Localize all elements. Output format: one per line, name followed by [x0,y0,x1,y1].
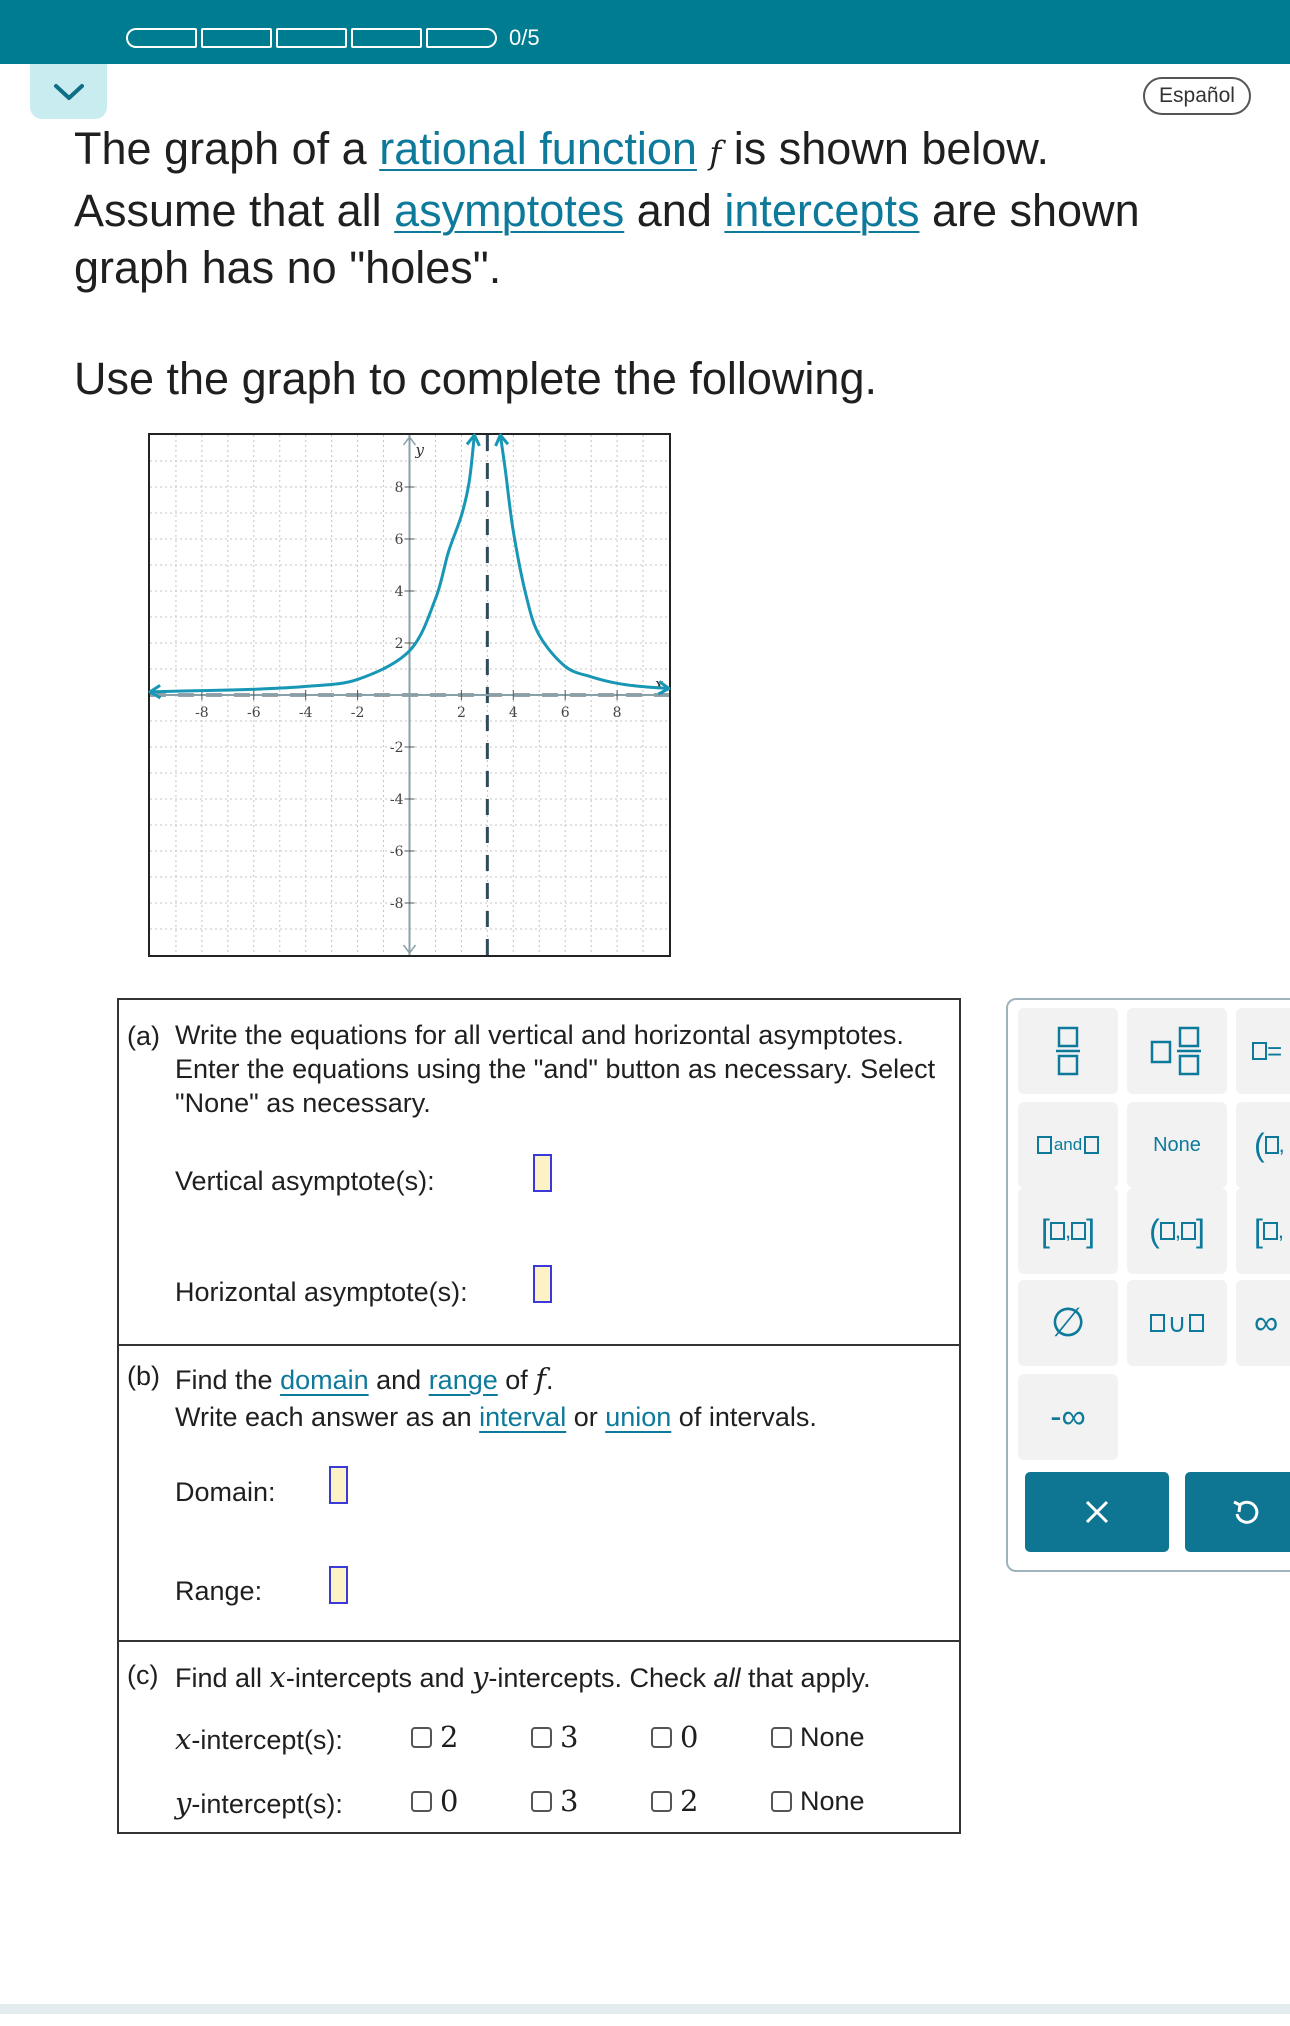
paren-open-icon: ( [1254,1126,1265,1163]
y-tick-label: 4 [394,584,404,600]
y-intercept-label-text: -intercept(s): [191,1789,343,1819]
option-label: None [800,1786,865,1816]
range-label: Range: [175,1576,263,1606]
comma-icon: , [1064,1218,1072,1243]
range-link[interactable]: range [428,1365,498,1395]
half-open-left-interval-key[interactable] [1127,1188,1227,1274]
equals-icon: = [1267,1035,1283,1066]
part-b [119,1344,959,1642]
part-c [119,1640,959,1834]
option-label: None [800,1722,865,1752]
placeholder-icon [1050,1222,1065,1240]
instruction-text: Use the graph to complete the following. [74,353,877,404]
mixed-number-icon [1150,1026,1204,1076]
union-key[interactable] [1127,1280,1227,1366]
option-label: 0 [680,1720,699,1754]
checkbox[interactable] [531,1791,552,1812]
placeholder-icon [1150,1314,1165,1332]
problem-statement [74,120,1290,296]
progress-segment [351,28,422,48]
x-intercept-row [175,1718,955,1758]
rational-function-link[interactable]: rational function [379,123,697,174]
undo-button[interactable] [1185,1472,1290,1552]
mixed-number-key[interactable] [1127,1008,1227,1094]
y-tick-label: -4 [389,792,404,808]
close-icon [1084,1499,1110,1525]
option-label: 2 [680,1784,699,1818]
part-c-text: that apply. [740,1663,871,1693]
part-b-text: of intervals. [671,1402,817,1432]
half-open-right-interval-key[interactable] [1236,1188,1290,1274]
checkbox[interactable] [651,1727,672,1748]
equals-key[interactable] [1236,1008,1290,1094]
clear-button[interactable] [1025,1472,1169,1552]
part-b-text: . [546,1365,554,1395]
open-interval-key[interactable] [1236,1102,1290,1188]
y-variable: y [472,1660,489,1694]
intro-text: are shown [919,185,1140,236]
part-b-line1 [175,1362,945,1397]
math-keypad [1006,998,1290,1572]
part-c-text: -intercepts and [285,1663,473,1693]
interval-link[interactable]: interval [479,1402,567,1432]
paren-open-icon: ( [1149,1212,1160,1249]
x-tick-label: -2 [350,705,365,721]
progress-segment [426,28,497,48]
x-variable: x [269,1660,286,1694]
placeholder-icon [1265,1136,1279,1154]
placeholder-icon [1084,1136,1099,1154]
and-key-label: and [1053,1135,1083,1154]
placeholder-icon [1037,1136,1052,1154]
y-tick-label: -8 [389,896,404,912]
part-a-text: Write the equations for all vertical and horizontal asymptotes. Enter the equations using the "and" button as necessary. Select "None" as necessary. [175,1020,936,1118]
fraction-key[interactable] [1018,1008,1118,1094]
range-input[interactable] [329,1566,348,1604]
part-c-label: (c) [127,1660,159,1690]
comma-icon: , [1277,1218,1285,1243]
part-c-emphasis: all [713,1663,741,1693]
x-tick-label: -4 [298,705,313,721]
checkbox[interactable] [411,1791,432,1812]
bracket-open-icon: [ [1041,1212,1050,1249]
comma-icon: , [1174,1218,1181,1243]
language-button[interactable]: Español [1143,77,1251,115]
checkbox[interactable] [411,1727,432,1748]
intro-text: The graph of a [74,123,380,174]
fraction-icon [1056,1026,1080,1076]
checkbox[interactable] [771,1727,792,1748]
y-tick-label: 2 [394,636,404,652]
x-intercept-option-2[interactable] [411,1720,458,1754]
intro-text: graph has no "holes". [74,242,502,293]
union-icon: ∪ [1167,1307,1187,1338]
y-axis-label: y [415,441,424,459]
intro-text: is shown below. [721,123,1049,174]
placeholder-icon [1189,1314,1204,1332]
intro-text: Assume that all [74,185,395,236]
part-c-text: -intercepts. Check [488,1663,714,1693]
y-tick-label: 6 [394,532,404,548]
bracket-close-icon: ] [1086,1212,1095,1249]
checkbox[interactable] [651,1791,672,1812]
checkbox[interactable] [531,1727,552,1748]
x-variable: x [175,1722,192,1756]
negative-infinity-key[interactable]: -∞ [1018,1374,1118,1460]
x-intercept-option-0[interactable] [651,1720,698,1754]
x-intercept-label [175,1722,343,1756]
domain-label: Domain: [175,1477,276,1507]
option-label: 3 [560,1784,579,1818]
empty-set-key[interactable]: ∅ [1018,1280,1118,1366]
closed-interval-key[interactable] [1018,1188,1118,1274]
option-label: 3 [560,1720,579,1754]
option-label: 2 [440,1720,459,1754]
comma-icon: , [1278,1132,1285,1157]
progress-segment [201,28,272,48]
progress-bar [126,25,540,51]
asymptotes-link[interactable]: asymptotes [394,185,625,236]
intercepts-link[interactable]: intercepts [724,185,920,236]
x-intercept-label-text: -intercept(s): [191,1725,343,1755]
and-key[interactable] [1018,1102,1118,1188]
bottom-divider [0,2004,1290,2014]
checkbox[interactable] [771,1791,792,1812]
function-variable: f [535,1362,547,1396]
x-intercept-option-none[interactable] [771,1722,865,1753]
part-b-text: of [497,1365,536,1395]
undo-icon [1231,1497,1261,1527]
bracket-close-icon: ] [1195,1212,1205,1249]
bracket-open-icon: [ [1254,1212,1263,1249]
horizontal-asymptote-input[interactable] [533,1265,552,1303]
function-variable: f [709,134,722,172]
domain-input[interactable] [329,1466,348,1504]
x-tick-label: 8 [612,705,622,721]
part-b-text: and [368,1365,429,1395]
placeholder-icon [1181,1222,1196,1240]
question-box [117,998,961,1834]
none-key[interactable]: None [1127,1102,1227,1188]
x-tick-label: -6 [246,705,261,721]
intro-text: and [624,185,725,236]
x-tick-label: 6 [560,705,570,721]
x-intercept-option-3[interactable] [531,1720,578,1754]
collapse-button[interactable] [30,64,107,119]
progress-label: 0/5 [509,25,540,50]
rational-function-graph [148,433,671,957]
placeholder-icon [1263,1222,1278,1240]
placeholder-icon [1071,1222,1086,1240]
progress-segment [276,28,347,48]
part-b-text: Find the [175,1365,281,1395]
vertical-asymptote-input[interactable] [533,1154,552,1192]
placeholder-icon [1160,1222,1175,1240]
y-intercept-option-0[interactable] [411,1784,458,1818]
domain-link[interactable]: domain [280,1365,369,1395]
top-bar [0,0,1290,64]
y-intercept-option-none[interactable] [771,1786,865,1817]
x-axis-label: x [655,675,664,693]
x-tick-label: 4 [508,705,518,721]
placeholder-icon [1252,1042,1267,1060]
union-link[interactable]: union [605,1402,672,1432]
chevron-down-icon [52,81,86,103]
y-tick-label: -2 [389,740,404,756]
part-b-line2 [175,1400,945,1434]
y-intercept-row [175,1782,955,1822]
y-intercept-option-3[interactable] [531,1784,578,1818]
y-variable: y [175,1786,192,1820]
x-tick-label: -8 [195,705,209,721]
progress-segment [126,28,197,48]
part-b-label: (b) [127,1361,160,1391]
infinity-key[interactable]: ∞ [1236,1280,1290,1366]
y-tick-label: -6 [389,844,404,860]
vertical-asymptote-label: Vertical asymptote(s): [175,1166,435,1196]
option-label: 0 [440,1784,459,1818]
y-intercept-option-2[interactable] [651,1784,698,1818]
y-intercept-label [175,1786,343,1820]
part-c-text: Find all [175,1663,270,1693]
part-a [119,1000,959,1346]
part-a-label: (a) [127,1021,160,1051]
x-tick-label: 2 [456,705,466,721]
horizontal-asymptote-label: Horizontal asymptote(s): [175,1277,468,1307]
part-c-text [175,1660,945,1695]
part-b-text: or [566,1402,606,1432]
y-tick-label: 8 [394,480,404,496]
part-b-text: Write each answer as an [175,1402,480,1432]
